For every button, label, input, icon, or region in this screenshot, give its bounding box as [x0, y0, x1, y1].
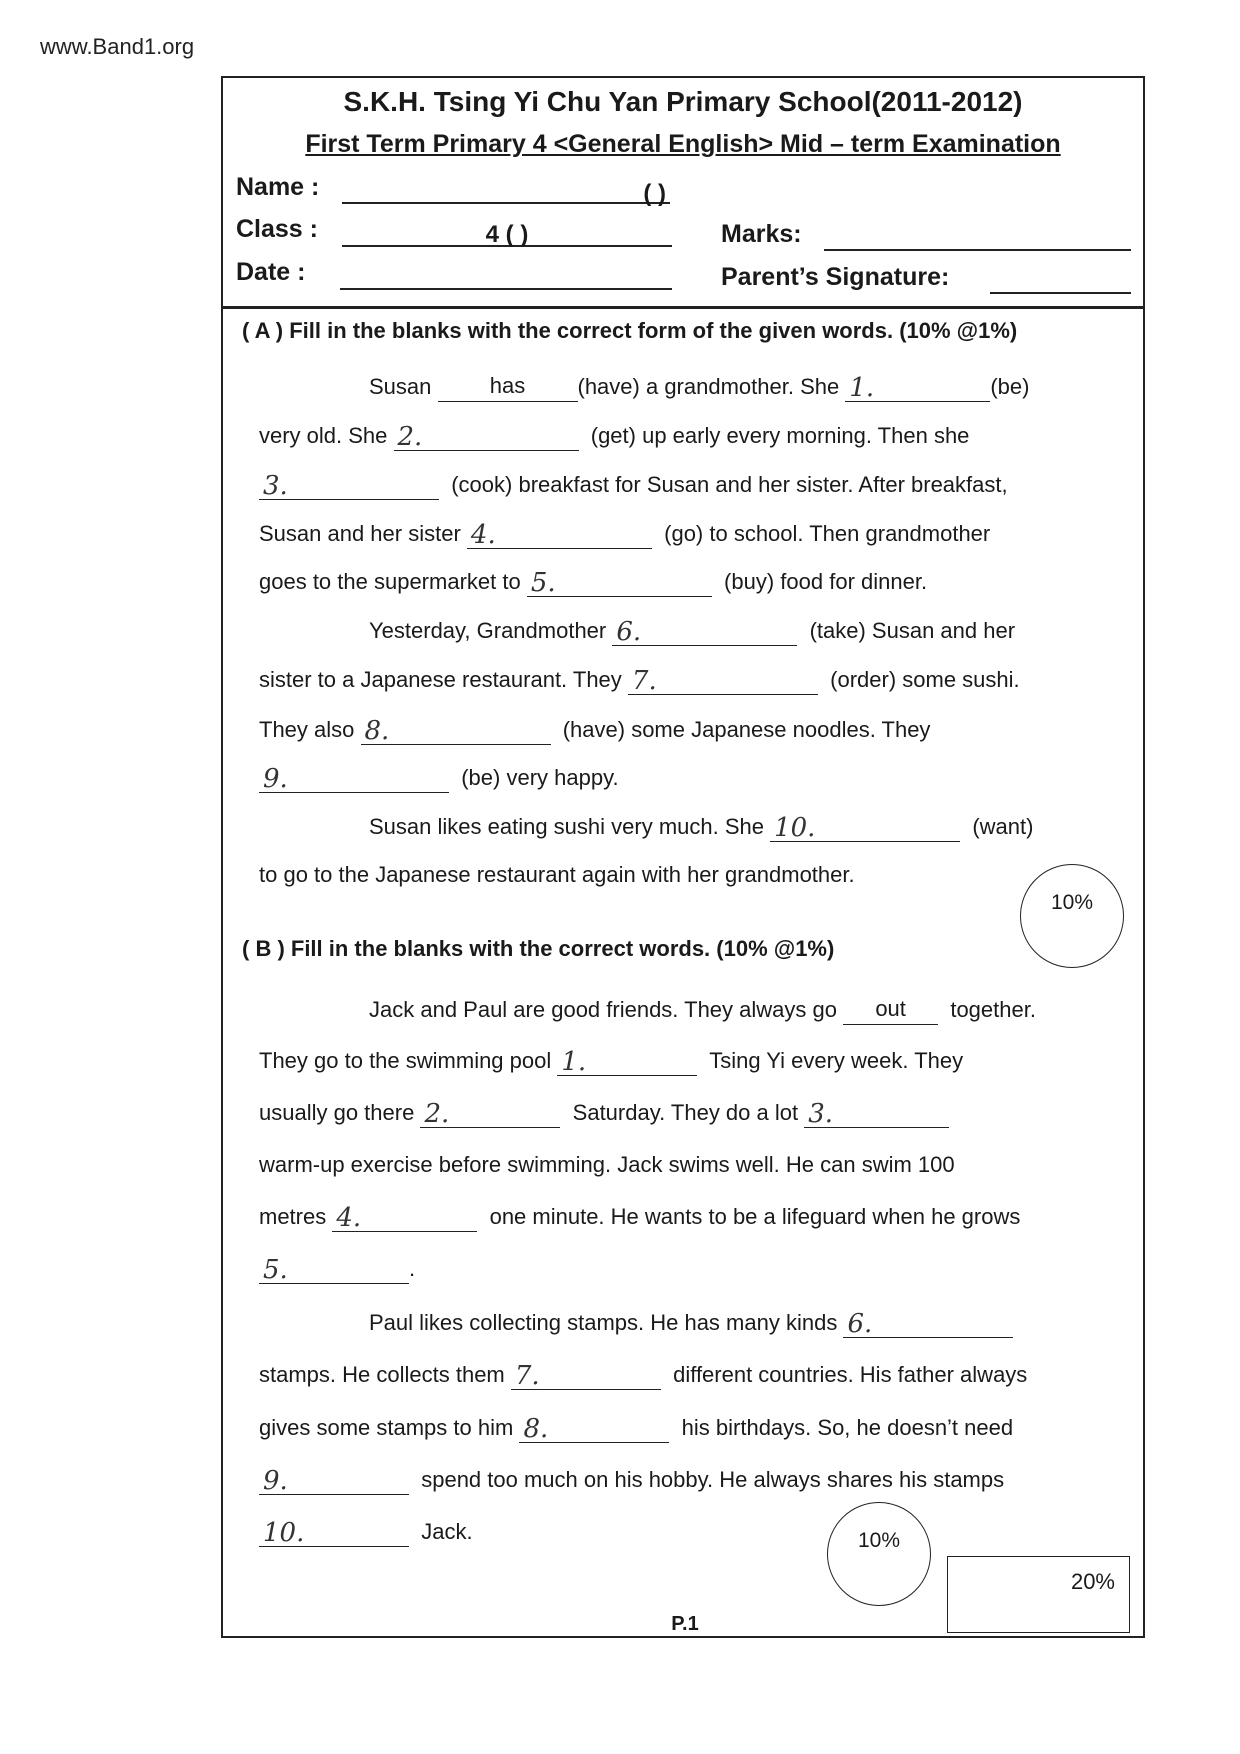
passage-text: (take) Susan and her: [797, 618, 1016, 643]
exam-border: [221, 76, 1145, 1638]
passage-line: [259, 860, 855, 890]
question-number: 10.: [774, 813, 816, 843]
passage-line: [259, 1150, 955, 1180]
answer-blank[interactable]: [259, 1520, 409, 1547]
passage-text: together.: [938, 997, 1036, 1022]
passage-line: [259, 665, 1020, 695]
passage-line: [259, 519, 990, 549]
marks-label: Marks:: [721, 220, 802, 248]
name-label: Name :: [236, 173, 320, 201]
question-number: 6.: [616, 617, 642, 647]
passage-text: (order) some sushi.: [817, 667, 1020, 692]
example-answer-blank: [438, 375, 578, 402]
total-score-box: 20%: [947, 1556, 1130, 1633]
passage-line: [259, 1517, 473, 1547]
example-answer-blank: [843, 998, 938, 1025]
passage-text: (buy) food for dinner.: [711, 569, 928, 594]
passage-line: [369, 995, 1036, 1025]
example-answer: out: [875, 996, 906, 1021]
question-number: 3.: [808, 1099, 834, 1129]
question-number: 4.: [336, 1203, 362, 1233]
class-field[interactable]: 4 ( ): [342, 221, 672, 247]
passage-text: Tsing Yi every week. They: [697, 1048, 964, 1073]
section-b-score-circle: 10%: [827, 1502, 931, 1606]
passage-text: stamps. He collects them: [259, 1362, 511, 1387]
name-field[interactable]: ( ): [342, 180, 670, 204]
passage-line: [259, 1254, 415, 1284]
answer-blank[interactable]: [557, 1049, 697, 1076]
watermark-url: www.Band1.org: [40, 34, 195, 59]
passage-line: [259, 421, 969, 451]
question-number: 7.: [631, 666, 657, 696]
marks-field[interactable]: [824, 225, 1131, 251]
passage-line: [259, 1046, 963, 1076]
passage-line: [369, 372, 1029, 402]
answer-blank[interactable]: [420, 1101, 560, 1128]
question-number: 3.: [263, 471, 288, 501]
question-number: 10.: [263, 1518, 305, 1548]
passage-line: [259, 470, 1008, 500]
passage-text: to go to the Japanese restaurant again with her grandmother.: [259, 862, 855, 887]
question-number: 5.: [530, 568, 556, 598]
section-a-score-circle: 10%: [1020, 864, 1124, 968]
date-field[interactable]: [340, 264, 672, 290]
passage-text: goes to the supermarket to: [259, 569, 527, 594]
answer-blank[interactable]: [511, 1363, 661, 1390]
school-title: S.K.H. Tsing Yi Chu Yan Primary School(2011-2012): [343, 86, 1023, 117]
passage-line: [259, 1202, 1020, 1232]
passage-line: [259, 763, 619, 793]
passage-text: Yesterday, Grandmother: [369, 618, 613, 643]
header-divider: [221, 306, 1145, 309]
question-number: 4.: [470, 520, 496, 550]
signature-field[interactable]: [990, 268, 1131, 294]
passage-text: metres: [259, 1204, 333, 1229]
passage-text: sister to a Japanese restaurant. They: [259, 667, 628, 692]
signature-label: Parent’s Signature:: [721, 263, 950, 291]
passage-line: [259, 715, 930, 745]
passage-line: [259, 1465, 1004, 1495]
answer-blank[interactable]: [804, 1101, 949, 1128]
answer-blank[interactable]: [259, 766, 449, 793]
answer-blank[interactable]: [519, 1416, 669, 1443]
question-number: 2.: [424, 1099, 450, 1129]
question-number: 9.: [263, 764, 288, 794]
passage-text: (cook) breakfast for Susan and her sister. After breakfast,: [439, 472, 1008, 497]
passage-text: Saturday. They do a lot: [560, 1100, 805, 1125]
passage-line: [259, 1413, 1013, 1443]
passage-line: [259, 1098, 949, 1128]
passage-text: They go to the swimming pool: [259, 1048, 558, 1073]
question-number: 2.: [397, 422, 423, 452]
answer-blank[interactable]: [770, 815, 960, 842]
passage-line: [259, 1360, 1027, 1390]
passage-text: different countries. His father always: [660, 1362, 1028, 1387]
answer-blank[interactable]: [259, 473, 439, 500]
passage-text: (get) up early every morning. Then she: [578, 423, 970, 448]
passage-text: very old. She: [259, 423, 394, 448]
question-number: 5.: [263, 1255, 288, 1285]
question-number: 8.: [364, 716, 390, 746]
answer-blank[interactable]: [467, 522, 652, 549]
section-a-heading: ( A ) Fill in the blanks with the correct form of the given words. (10% @1%): [242, 318, 1018, 343]
passage-text: his birthdays. So, he doesn’t need: [669, 1415, 1014, 1440]
passage-text: (go) to school. Then grandmother: [651, 521, 991, 546]
passage-text: Jack.: [409, 1519, 473, 1544]
passage-text: warm-up exercise before swimming. Jack swims well. He can swim 100: [259, 1152, 955, 1177]
answer-blank[interactable]: [332, 1205, 477, 1232]
question-number: 1.: [561, 1047, 587, 1077]
question-number: 6.: [847, 1309, 873, 1339]
passage-text: spend too much on his hobby. He always shares his stamps: [409, 1467, 1005, 1492]
passage-text: one minute. He wants to be a lifeguard when he grows: [477, 1204, 1021, 1229]
passage-text: Paul likes collecting stamps. He has many kinds: [369, 1310, 844, 1335]
answer-blank[interactable]: [259, 1257, 409, 1284]
passage-text: They also: [259, 717, 361, 742]
section-b-heading: ( B ) Fill in the blanks with the correct words. (10% @1%): [242, 936, 835, 961]
answer-blank[interactable]: [845, 375, 990, 402]
passage-line: [369, 616, 1015, 646]
answer-blank[interactable]: [394, 424, 579, 451]
question-number: 7.: [514, 1361, 540, 1391]
passage-text: gives some stamps to him: [259, 1415, 520, 1440]
passage-line: [259, 567, 927, 597]
question-number: 9.: [263, 1466, 288, 1496]
answer-blank[interactable]: [527, 570, 712, 597]
passage-text: (have) a grandmother. She: [577, 374, 846, 399]
passage-text: Susan likes eating sushi very much. She: [369, 814, 771, 839]
passage-text: .: [409, 1256, 416, 1281]
passage-text: (be) very happy.: [449, 765, 619, 790]
passage-text: usually go there: [259, 1100, 421, 1125]
question-number: 8.: [523, 1414, 549, 1444]
answer-blank[interactable]: [628, 668, 818, 695]
answer-blank[interactable]: [259, 1468, 409, 1495]
passage-text: (want): [960, 814, 1034, 839]
question-number: 1.: [849, 373, 875, 403]
passage-text: (be): [990, 374, 1030, 399]
page-number: P.1: [671, 1613, 699, 1635]
answer-blank[interactable]: [612, 619, 797, 646]
answer-blank[interactable]: [361, 718, 551, 745]
passage-text: Susan: [369, 374, 438, 399]
exam-subtitle: First Term Primary 4 <General English> Mid – term Examination: [305, 130, 1061, 158]
passage-text: Susan and her sister: [259, 521, 467, 546]
class-label: Class :: [236, 215, 318, 243]
passage-text: (have) some Japanese noodles. They: [550, 717, 931, 742]
passage-text: Jack and Paul are good friends. They always go: [369, 997, 844, 1022]
passage-line: [369, 812, 1033, 842]
example-answer: has: [489, 373, 526, 398]
passage-line: [369, 1308, 1013, 1338]
answer-blank[interactable]: [843, 1311, 1013, 1338]
date-label: Date :: [236, 258, 306, 286]
